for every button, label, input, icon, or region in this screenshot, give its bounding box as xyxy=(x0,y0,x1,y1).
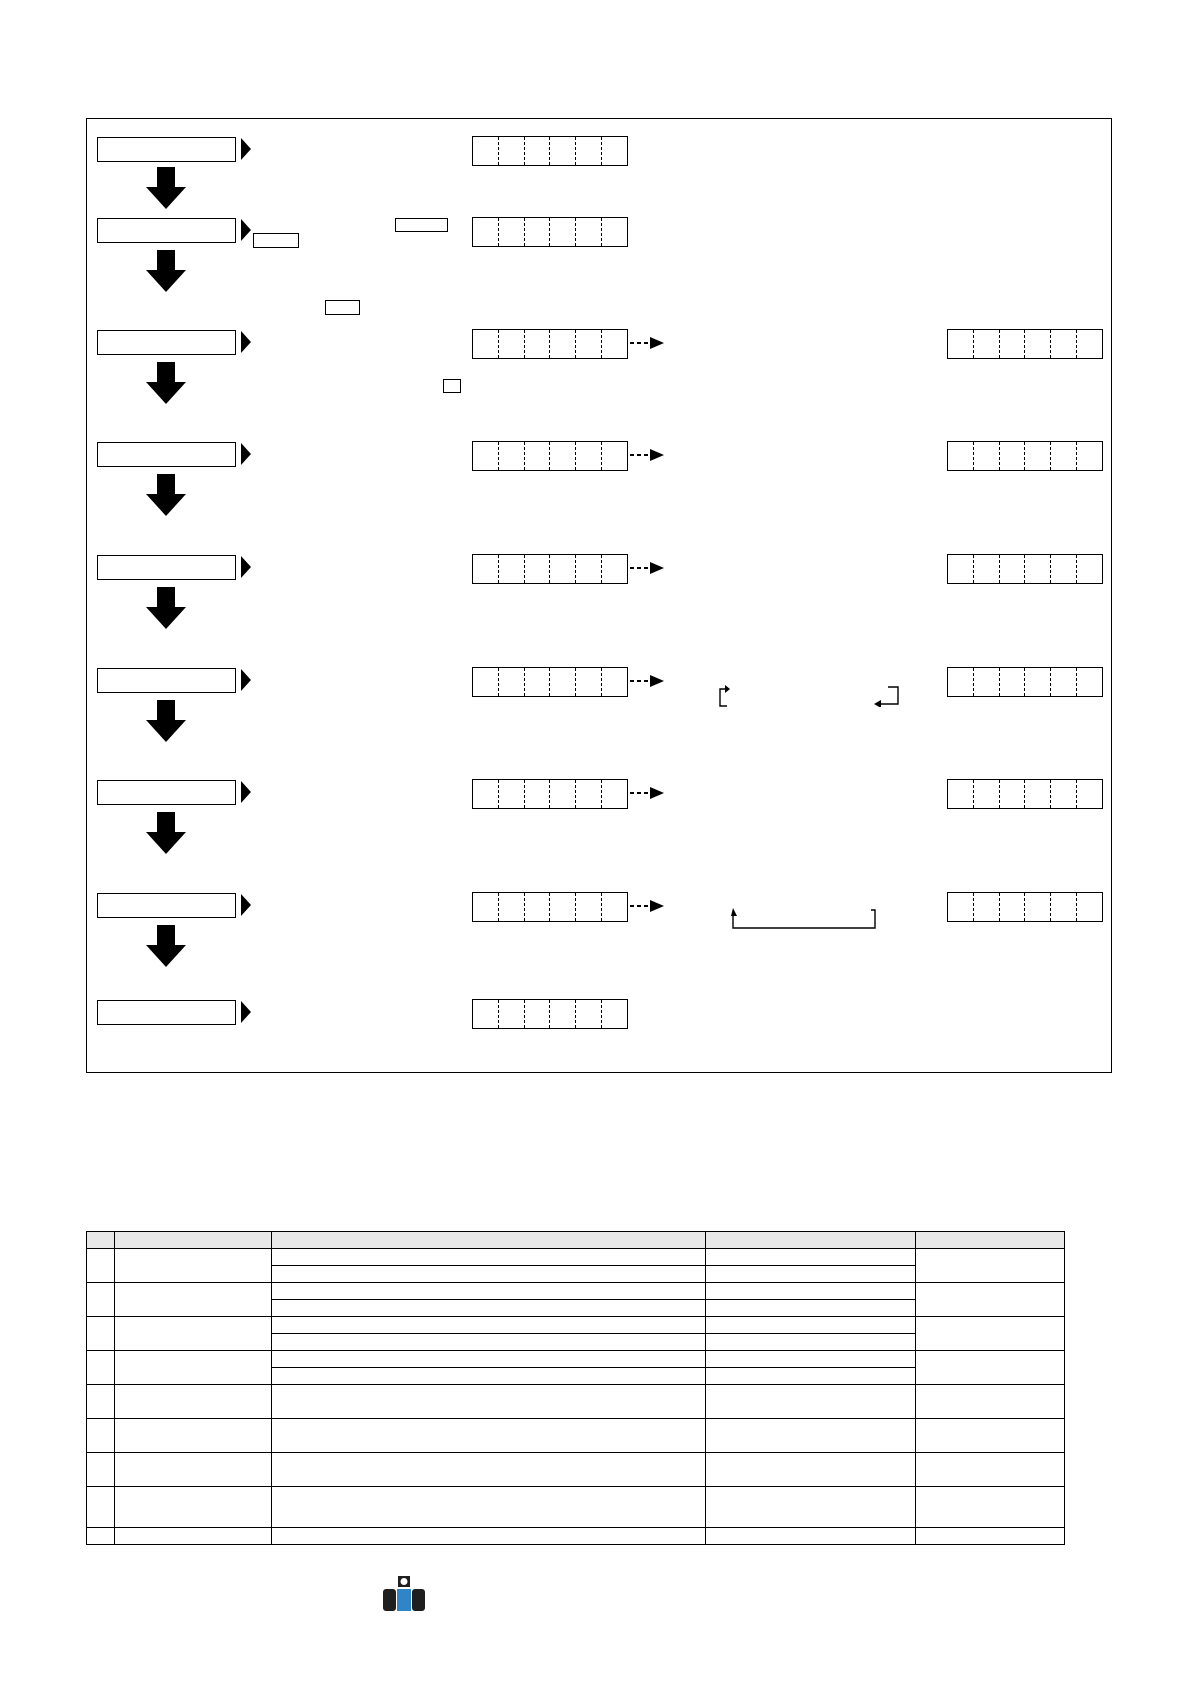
lcd-digit-cell xyxy=(549,1000,575,1028)
lcd-digit-cell xyxy=(1050,555,1076,583)
lcd-digit-cell xyxy=(575,780,601,808)
lcd-display-left xyxy=(472,554,628,584)
step-pointer-icon xyxy=(241,331,251,353)
down-arrow-icon xyxy=(146,167,186,209)
lcd-digit-cell xyxy=(549,330,575,358)
lcd-digit-cell xyxy=(498,330,524,358)
table-header-description xyxy=(272,1232,706,1249)
lcd-display-left xyxy=(472,892,628,922)
lcd-digit-cell xyxy=(601,555,627,583)
lcd-digit-cell xyxy=(498,1000,524,1028)
lcd-display-right xyxy=(947,329,1103,359)
lcd-digit-cell xyxy=(473,780,498,808)
loop-bracket-icon xyxy=(874,685,900,707)
brand-logo-icon xyxy=(383,1575,425,1613)
lcd-digit-cell xyxy=(1076,893,1102,921)
lcd-display-right xyxy=(947,667,1103,697)
lcd-digit-cell xyxy=(973,780,999,808)
step-pointer-icon xyxy=(241,219,251,241)
lcd-digit-cell xyxy=(948,555,973,583)
down-arrow-icon xyxy=(146,250,186,292)
flow-step-box xyxy=(97,442,236,467)
lcd-digit-cell xyxy=(999,780,1025,808)
table-header-no xyxy=(87,1232,115,1249)
lcd-display-left xyxy=(472,999,628,1029)
lcd-digit-cell xyxy=(1050,330,1076,358)
lcd-digit-cell xyxy=(575,442,601,470)
lcd-digit-cell xyxy=(1050,780,1076,808)
lcd-digit-cell xyxy=(601,442,627,470)
lcd-digit-cell xyxy=(601,780,627,808)
lcd-digit-cell xyxy=(601,137,627,165)
dashed-arrow-icon xyxy=(630,447,664,463)
lcd-digit-cell xyxy=(999,893,1025,921)
lcd-digit-cell xyxy=(1076,442,1102,470)
lcd-digit-cell xyxy=(948,330,973,358)
lcd-digit-cell xyxy=(473,1000,498,1028)
lcd-digit-cell xyxy=(575,330,601,358)
dashed-arrow-icon xyxy=(630,785,664,801)
lcd-digit-cell xyxy=(524,893,550,921)
table-header-setting xyxy=(706,1232,916,1249)
lcd-digit-cell xyxy=(1024,555,1050,583)
lcd-display-left xyxy=(472,441,628,471)
lcd-digit-cell xyxy=(575,1000,601,1028)
down-arrow-icon xyxy=(146,925,186,967)
lcd-digit-cell xyxy=(498,893,524,921)
lcd-digit-cell xyxy=(549,668,575,696)
lcd-display-right xyxy=(947,554,1103,584)
lcd-digit-cell xyxy=(549,780,575,808)
lcd-digit-cell xyxy=(948,780,973,808)
lcd-digit-cell xyxy=(973,555,999,583)
table-row xyxy=(87,1453,1065,1487)
dashed-arrow-icon xyxy=(630,560,664,576)
lcd-digit-cell xyxy=(601,218,627,246)
lcd-digit-cell xyxy=(473,442,498,470)
down-arrow-icon xyxy=(146,362,186,404)
lcd-digit-cell xyxy=(1076,668,1102,696)
flow-step-box xyxy=(97,137,236,162)
step-pointer-icon xyxy=(241,669,251,691)
step-pointer-icon xyxy=(241,556,251,578)
logo-center-block xyxy=(397,1589,411,1611)
table-row xyxy=(87,1419,1065,1453)
flow-step-box xyxy=(97,330,236,355)
table-row xyxy=(87,1385,1065,1419)
step-pointer-icon xyxy=(241,1001,251,1023)
lcd-digit-cell xyxy=(948,668,973,696)
flow-step-box xyxy=(97,555,236,580)
table-row xyxy=(87,1528,1065,1545)
small-key-box xyxy=(325,300,360,315)
lcd-digit-cell xyxy=(473,137,498,165)
lcd-digit-cell xyxy=(549,442,575,470)
lcd-display-right xyxy=(947,892,1103,922)
lcd-digit-cell xyxy=(601,893,627,921)
lcd-digit-cell xyxy=(973,893,999,921)
lcd-digit-cell xyxy=(498,442,524,470)
lcd-display-right xyxy=(947,779,1103,809)
table-row xyxy=(87,1351,1065,1368)
lcd-digit-cell xyxy=(524,218,550,246)
lcd-display-right xyxy=(947,441,1103,471)
lcd-digit-cell xyxy=(575,668,601,696)
lcd-display-left xyxy=(472,779,628,809)
lcd-digit-cell xyxy=(1076,780,1102,808)
down-arrow-icon xyxy=(146,812,186,854)
lcd-digit-cell xyxy=(575,137,601,165)
lcd-digit-cell xyxy=(473,893,498,921)
table-row xyxy=(87,1283,1065,1300)
lcd-display-left xyxy=(472,667,628,697)
lcd-digit-cell xyxy=(524,1000,550,1028)
lcd-digit-cell xyxy=(549,218,575,246)
lcd-digit-cell xyxy=(601,330,627,358)
lcd-digit-cell xyxy=(973,668,999,696)
lcd-digit-cell xyxy=(1076,555,1102,583)
lcd-digit-cell xyxy=(498,218,524,246)
lcd-digit-cell xyxy=(524,137,550,165)
lcd-digit-cell xyxy=(524,555,550,583)
parameter-table xyxy=(86,1231,1065,1545)
lcd-digit-cell xyxy=(549,555,575,583)
table-row xyxy=(87,1487,1065,1528)
small-key-box xyxy=(253,233,299,248)
lcd-digit-cell xyxy=(575,218,601,246)
lcd-digit-cell xyxy=(1050,442,1076,470)
lcd-digit-cell xyxy=(1024,780,1050,808)
down-arrow-icon xyxy=(146,700,186,742)
lcd-digit-cell xyxy=(498,668,524,696)
lcd-digit-cell xyxy=(473,668,498,696)
lcd-digit-cell xyxy=(524,330,550,358)
flowchart-frame xyxy=(86,118,1112,1073)
logo-left-block xyxy=(383,1589,396,1611)
lcd-digit-cell xyxy=(1024,330,1050,358)
flow-step-box xyxy=(97,893,236,918)
loop-bracket-icon xyxy=(731,908,876,930)
step-pointer-icon xyxy=(241,781,251,803)
step-pointer-icon xyxy=(241,894,251,916)
lcd-digit-cell xyxy=(999,330,1025,358)
lcd-digit-cell xyxy=(948,893,973,921)
lcd-digit-cell xyxy=(575,893,601,921)
lcd-digit-cell xyxy=(973,442,999,470)
lcd-digit-cell xyxy=(498,780,524,808)
table-row xyxy=(87,1249,1065,1266)
lcd-digit-cell xyxy=(999,442,1025,470)
lcd-digit-cell xyxy=(524,780,550,808)
lcd-digit-cell xyxy=(999,555,1025,583)
lcd-digit-cell xyxy=(524,442,550,470)
lcd-display-left xyxy=(472,136,628,166)
lcd-digit-cell xyxy=(498,137,524,165)
lcd-digit-cell xyxy=(601,1000,627,1028)
lcd-digit-cell xyxy=(549,137,575,165)
lcd-digit-cell xyxy=(473,218,498,246)
loop-bracket-icon xyxy=(718,685,738,707)
step-pointer-icon xyxy=(241,443,251,465)
lcd-digit-cell xyxy=(549,893,575,921)
lcd-digit-cell xyxy=(999,668,1025,696)
dashed-arrow-icon xyxy=(630,673,664,689)
dashed-arrow-icon xyxy=(630,898,664,914)
step-pointer-icon xyxy=(241,138,251,160)
lcd-digit-cell xyxy=(473,330,498,358)
lcd-digit-cell xyxy=(1050,893,1076,921)
lcd-digit-cell xyxy=(498,555,524,583)
table-header-row xyxy=(87,1232,1065,1249)
lcd-digit-cell xyxy=(575,555,601,583)
dashed-arrow-icon xyxy=(630,335,664,351)
lcd-digit-cell xyxy=(601,668,627,696)
lcd-digit-cell xyxy=(473,555,498,583)
lcd-digit-cell xyxy=(524,668,550,696)
table-header-item xyxy=(115,1232,272,1249)
lcd-digit-cell xyxy=(1050,668,1076,696)
lcd-digit-cell xyxy=(973,330,999,358)
flow-step-box xyxy=(97,218,236,243)
flow-step-box xyxy=(97,1000,236,1025)
logo-right-block xyxy=(412,1589,425,1611)
flow-step-box xyxy=(97,780,236,805)
lcd-digit-cell xyxy=(1024,442,1050,470)
flow-step-box xyxy=(97,668,236,693)
table-header-remark xyxy=(916,1232,1065,1249)
lcd-display-left xyxy=(472,217,628,247)
small-key-box xyxy=(443,379,461,393)
lcd-display-left xyxy=(472,329,628,359)
lcd-digit-cell xyxy=(1024,893,1050,921)
lcd-digit-cell xyxy=(1024,668,1050,696)
lcd-digit-cell xyxy=(948,442,973,470)
lcd-digit-cell xyxy=(1076,330,1102,358)
down-arrow-icon xyxy=(146,587,186,629)
logo-top-dot xyxy=(401,1578,408,1585)
down-arrow-icon xyxy=(146,474,186,516)
table-row xyxy=(87,1317,1065,1334)
small-key-box xyxy=(395,218,448,232)
